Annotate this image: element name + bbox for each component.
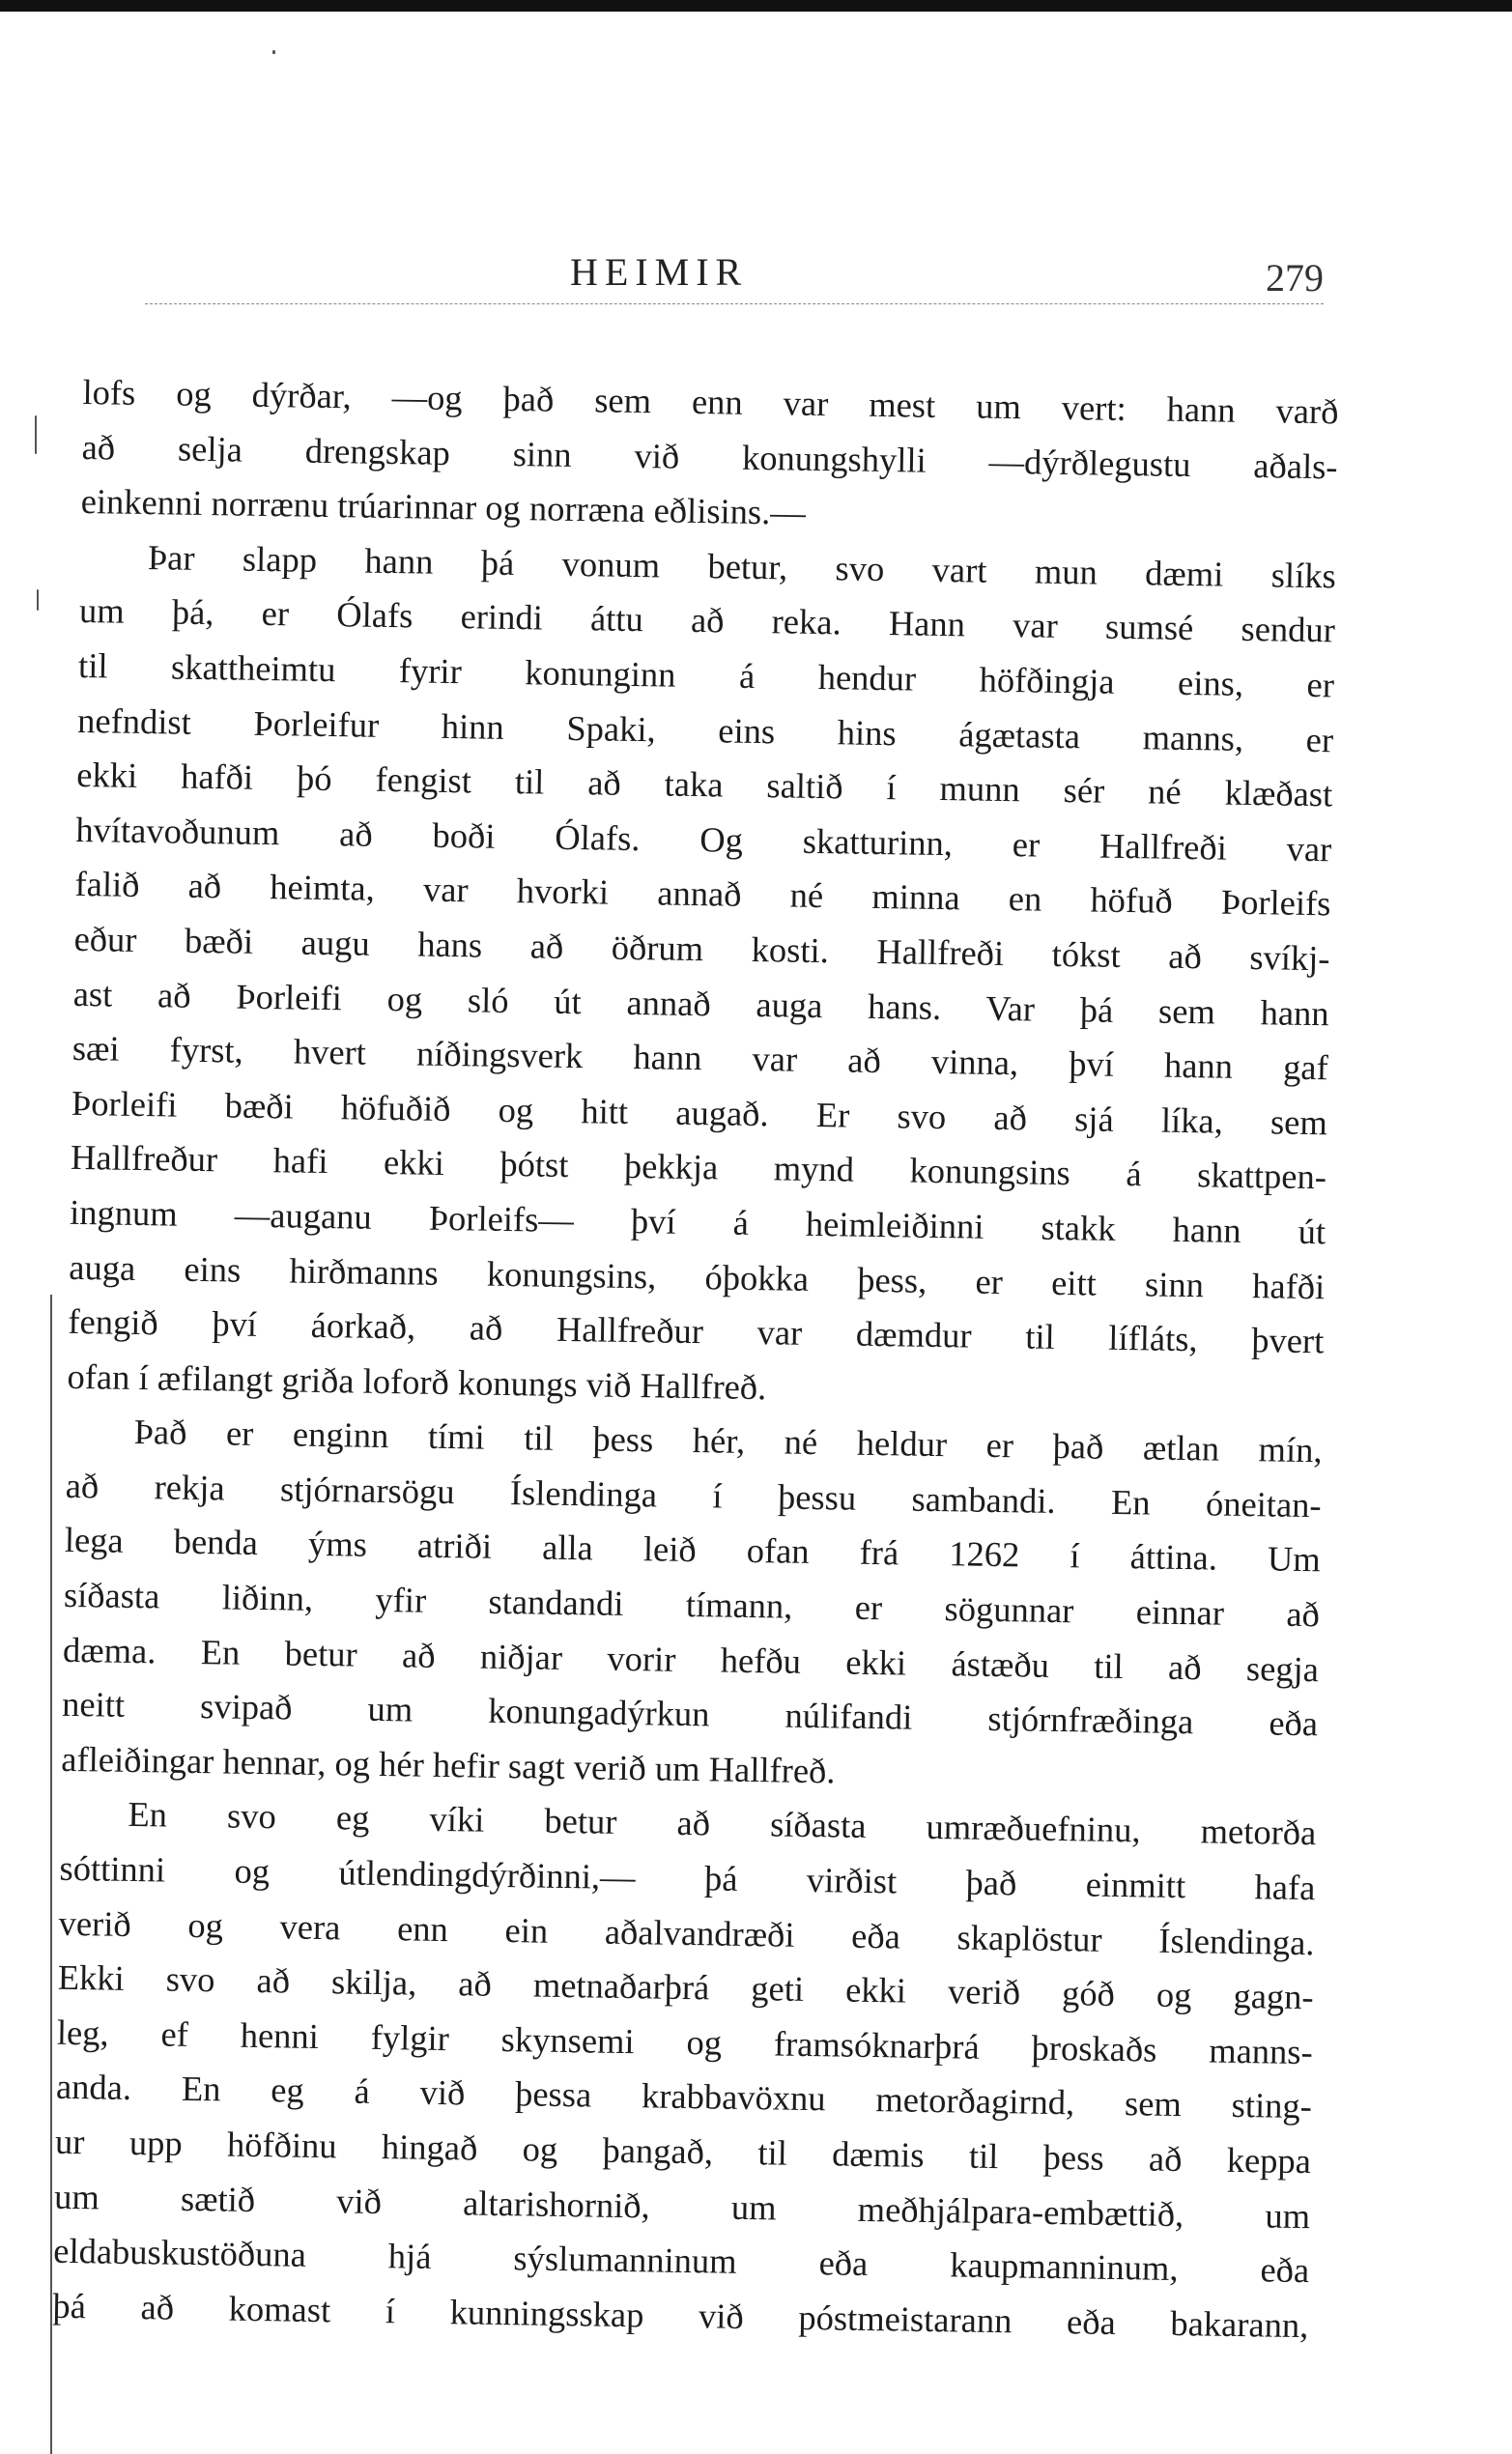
running-head: HEIMIR xyxy=(570,250,749,294)
text-line: að selja drengskap sinn við konungshylli —dýrðlegustu aðals- xyxy=(81,426,1338,487)
text-line: ofan í æfilangt griða loforð konungs við Hallfreð. xyxy=(67,1355,767,1407)
text-line: afleiðingar hennar, og hér hefir sagt verið um Hallfreð. xyxy=(61,1738,836,1791)
text-line: ingnum —auganu Þorleifs— því á heimleiðinni stakk hann út xyxy=(69,1191,1327,1252)
text-line: sæi fyrst, hvert níðingsverk hann var að vinna, því hann gaf xyxy=(71,1028,1329,1088)
text-line: síðasta liðinn, yfir standandi tímann, er sögunnar einnar að xyxy=(63,1574,1321,1635)
page-header xyxy=(145,249,1324,307)
text-line: Þorleifi bæði höfuðið og hitt augað. Er svo að sjá líka, sem xyxy=(71,1082,1328,1143)
text-line: Hallfreður hafi ekki þótst þekkja mynd konungsins á skattpen- xyxy=(70,1137,1327,1197)
text-line: Ekki svo að skilja, að metnaðarþrá geti ekki verið góð og gagn- xyxy=(57,1957,1314,2017)
text-line: eður bæði augu hans að öðrum kosti. Hallfreði tókst að svíkj- xyxy=(73,918,1330,979)
text-line: einkenni norrænu trúarinnar og norræna eðlisins.— xyxy=(80,481,807,532)
text-line: Þar slapp hann þá vonum betur, svo vart mun dæmi slíks xyxy=(147,536,1337,596)
text-line: nefndist Þorleifur hinn Spaki, eins hins ágætasta manns, er xyxy=(76,699,1334,759)
left-scan-edge xyxy=(50,1295,52,2454)
page-number: 279 xyxy=(1266,256,1324,300)
top-scan-border xyxy=(0,0,1512,12)
text-line: að rekja stjórnarsögu Íslendinga í þessu sambandi. En óneitan- xyxy=(65,1465,1322,1526)
text-line: hvítavoðunum að boði Ólafs. Og skatturinn, er Hallfreði var xyxy=(75,809,1332,870)
scan-speck xyxy=(35,415,37,454)
text-line: dæma. En betur að niðjar vorir hefðu ekki ástæðu til að segja xyxy=(62,1629,1320,1689)
text-line: fengið því áorkað, að Hallfreður var dæmdur til lífláts, þvert xyxy=(68,1300,1325,1361)
page-body xyxy=(52,365,1339,2354)
text-line: lega benda ýms atriði alla leið ofan frá 1262 í áttina. Um xyxy=(64,1520,1322,1580)
header-rule xyxy=(145,303,1324,304)
text-line: til skattheimtu fyrir konunginn á hendur höfðingja eins, er xyxy=(77,644,1335,705)
text-line: þá að komast í kunningsskap við póstmeistarann eða bakarann, xyxy=(52,2285,1309,2345)
text-line: um þá, er Ólafs erindi áttu að reka. Hann var sumsé sendur xyxy=(78,590,1336,650)
text-line: falið að heimta, var hvorki annað né minna en höfuð Þorleifs xyxy=(74,864,1331,924)
text-line: sóttinni og útlendingdýrðinni,— þá virðist það einmitt hafa xyxy=(59,1847,1316,1908)
text-line: ast að Þorleifi og sló út annað auga hans. Var þá sem hann xyxy=(72,973,1329,1033)
text-line: En svo eg víki betur að síðasta umræðuefninu, metorða xyxy=(128,1794,1317,1853)
text-line: eldabuskustöðuna hjá sýslumanninum eða kaupmanninum, eða xyxy=(53,2230,1310,2291)
text-line: um sætið við altarishornið, um meðhjálpara-embættið, um xyxy=(53,2176,1311,2236)
text-line: anda. En eg á við þessa krabbavöxnu metorðagirnd, sem sting- xyxy=(55,2067,1313,2126)
text-line: ekki hafði þó fengist til að taka saltið í munn sér né klæðast xyxy=(76,755,1333,814)
text-line: auga eins hirðmanns konungsins, óþokka þess, er eitt sinn hafði xyxy=(69,1246,1326,1306)
text-line: lofs og dýrðar, —og það sem enn var mest um vert: hann varð xyxy=(82,371,1339,432)
scan-speck xyxy=(37,589,39,611)
text-line: verið og vera enn ein aðalvandræði eða skaplöstur Íslendinga. xyxy=(58,1902,1315,1962)
text-line: Það er enginn tími til þess hér, né heldur er það ætlan mín, xyxy=(133,1412,1323,1470)
scan-speck xyxy=(272,50,275,54)
text-line: leg, ef henni fylgir skynsemi og framsóknarþrá þroskaðs manns- xyxy=(56,2012,1314,2072)
text-line: ur upp höfðinu hingað og þangað, til dæmis til þess að keppa xyxy=(54,2121,1312,2182)
text-line: neitt svipað um konungadýrkun núlifandi stjórnfræðinga eða xyxy=(61,1684,1319,1744)
